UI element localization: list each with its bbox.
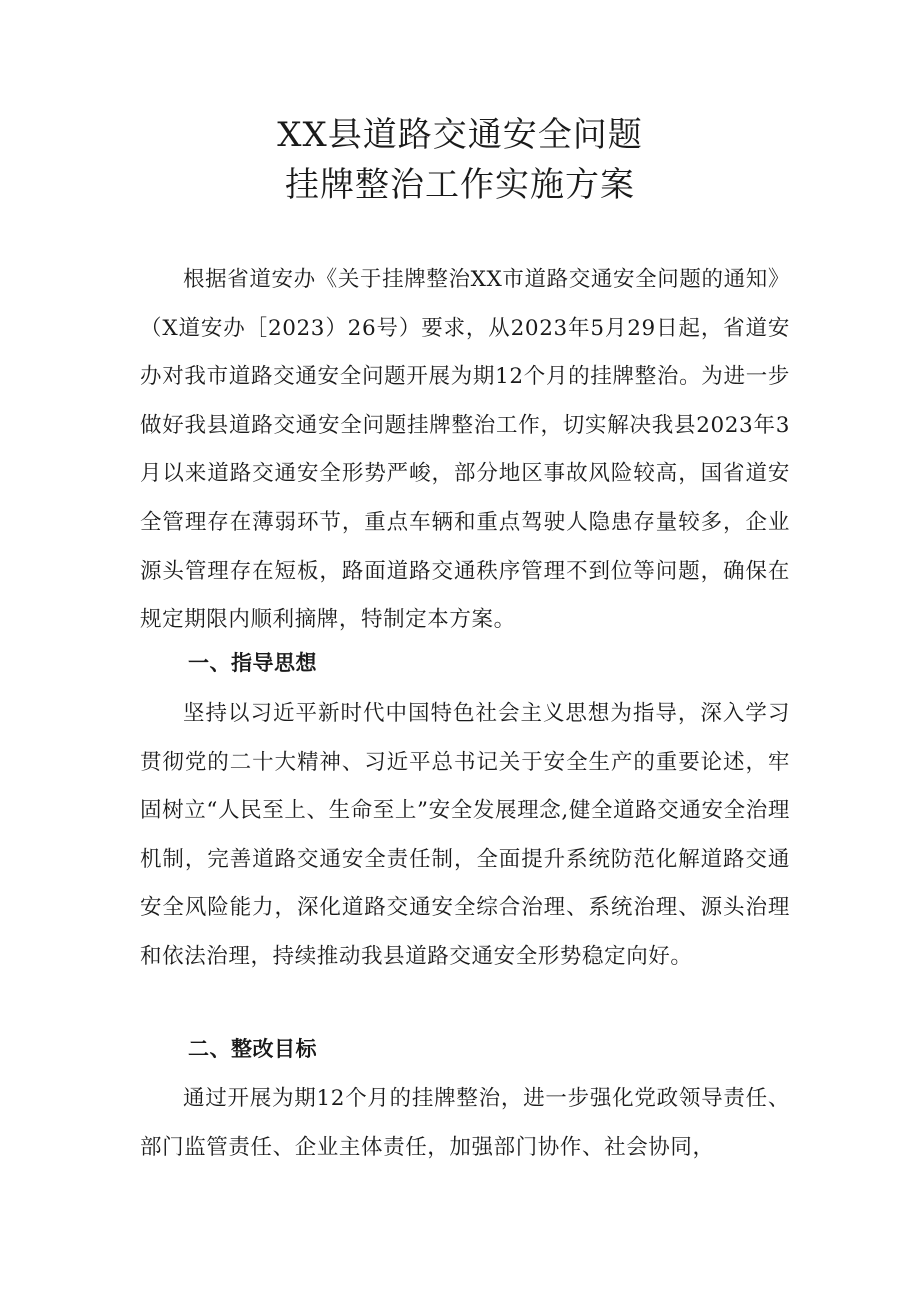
guiding-ideology-paragraph: 坚持以习近平新时代中国特色社会主义思想为指导，深入学习贯彻党的二十大精神、习近平总书记关于安全生产的重要论述，牢固树立“人民至上、生命至上”安全发展理念,健全道路交通安全治理机制，完善道路交通安全责任制，全面提升系统防范化解道路交通安全风险能力，深化道路交通安全综合治理、系统治理、源头治理和依法治理，持续推动我县道路交通安全形势稳定向好。 — [140, 701, 790, 969]
document-title-line2: 挂牌整治工作实施方案 — [285, 165, 635, 205]
rectification-goals-paragraph: 通过开展为期12个月的挂牌整治，进一步强化党政领导责任、部门监管责任、企业主体责任，加强部门协作、社会协同， — [140, 1086, 790, 1160]
intro-paragraph: 根据省道安办《关于挂牌整治XX市道路交通安全问题的通知》（X道安办［2023）26号）要求，从2023年5月29日起，省道安办对我市道路交通安全问题开展为期12个月的挂牌整治。为进一步做好我县道路交通安全问题挂牌整治工作，切实解决我县2023年3月以来道路交通安全形势严峻，部分地区事故风险较高，国省道安全管理存在薄弱环节，重点车辆和重点驾驶人隐患存量较多，企业源头管理存在短板，路面道路交通秩序管理不到位等问题，确保在规定期限内顺利摘牌，特制定本方案。 — [140, 267, 790, 633]
section-heading-rectification-goals: 二、整改目标 — [188, 1037, 317, 1061]
document-title-line1: XX县道路交通安全问题 — [277, 115, 643, 155]
section-heading-guiding-ideology: 一、指导思想 — [188, 651, 317, 675]
